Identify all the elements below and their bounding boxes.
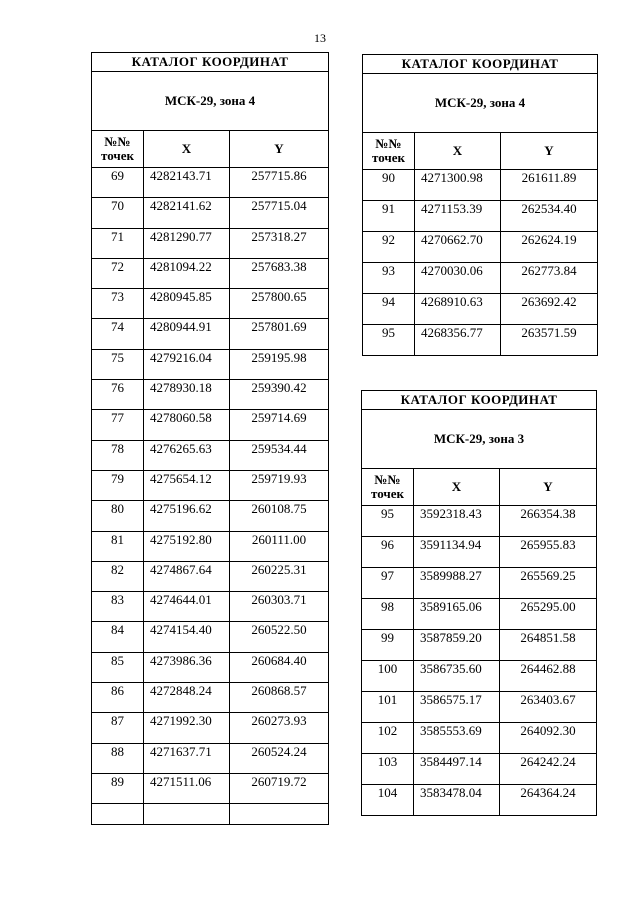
x-coordinate-cell: 4276265.63 — [144, 440, 230, 470]
point-number-cell: 95 — [363, 325, 415, 356]
catalog-title: КАТАЛОГ КООРДИНАТ — [92, 53, 329, 72]
point-number-cell: 84 — [92, 622, 144, 652]
table-row — [362, 785, 597, 816]
x-coordinate-cell: 3586735.60 — [414, 661, 500, 692]
x-coordinate-cell: 4280944.91 — [144, 319, 230, 349]
point-number-cell: 70 — [92, 198, 144, 228]
y-coordinate-cell: 264462.88 — [500, 661, 597, 692]
y-coordinate-cell: 262624.19 — [501, 232, 598, 263]
point-number-cell: 97 — [362, 568, 414, 599]
point-number-cell: 87 — [92, 713, 144, 743]
x-coordinate-cell: 4281094.22 — [144, 258, 230, 288]
column-header-y: Y — [501, 133, 598, 170]
column-header-x: X — [415, 133, 501, 170]
column-header-point-number: №№ точек — [362, 469, 414, 506]
point-number-cell: 94 — [363, 294, 415, 325]
x-coordinate-cell: 4271511.06 — [144, 773, 230, 803]
x-coordinate-cell: 4268910.63 — [415, 294, 501, 325]
y-coordinate-cell: 264092.30 — [500, 723, 597, 754]
coordinate-catalog-table — [91, 52, 329, 825]
x-coordinate-cell: 3592318.43 — [414, 506, 500, 537]
y-coordinate-cell: 262534.40 — [501, 201, 598, 232]
point-number-cell: 85 — [92, 652, 144, 682]
x-coordinate-cell: 4271300.98 — [415, 170, 501, 201]
catalog-subtitle: МСК-29, зона 3 — [362, 410, 597, 469]
table-row — [92, 289, 329, 319]
table-row — [363, 294, 598, 325]
table-row — [92, 773, 329, 803]
table-row — [363, 201, 598, 232]
y-coordinate-cell: 257318.27 — [230, 228, 329, 258]
coordinate-catalog-table — [362, 54, 598, 356]
y-coordinate-cell: 264364.24 — [500, 785, 597, 816]
y-coordinate-cell: 259390.42 — [230, 380, 329, 410]
column-header-y: Y — [230, 131, 329, 168]
y-coordinate-cell: 260111.00 — [230, 531, 329, 561]
y-coordinate-cell: 265569.25 — [500, 568, 597, 599]
point-number-cell: 86 — [92, 683, 144, 713]
x-coordinate-cell: 4270662.70 — [415, 232, 501, 263]
y-coordinate-cell: 261611.89 — [501, 170, 598, 201]
y-coordinate-cell: 260719.72 — [230, 773, 329, 803]
point-number-cell: 99 — [362, 630, 414, 661]
y-coordinate-cell: 257800.65 — [230, 289, 329, 319]
point-number-cell: 82 — [92, 561, 144, 591]
table-row — [92, 319, 329, 349]
column-header-x: X — [414, 469, 500, 506]
point-number-cell: 95 — [362, 506, 414, 537]
point-number-cell: 101 — [362, 692, 414, 723]
x-coordinate-cell: 4281290.77 — [144, 228, 230, 258]
x-coordinate-cell: 4275196.62 — [144, 501, 230, 531]
table-row — [92, 501, 329, 531]
y-coordinate-cell: 263692.42 — [501, 294, 598, 325]
x-coordinate-cell: 4282143.71 — [144, 168, 230, 198]
point-number-cell: 103 — [362, 754, 414, 785]
column-header-y: Y — [500, 469, 597, 506]
table-row — [362, 506, 597, 537]
x-coordinate-cell: 4280945.85 — [144, 289, 230, 319]
table-row — [363, 263, 598, 294]
x-coordinate-cell: 4271992.30 — [144, 713, 230, 743]
table-row — [92, 561, 329, 591]
x-coordinate-cell: 4271637.71 — [144, 743, 230, 773]
table-row — [92, 592, 329, 622]
table-row — [92, 349, 329, 379]
y-coordinate-cell: 260868.57 — [230, 683, 329, 713]
point-number-cell: 104 — [362, 785, 414, 816]
point-number-cell: 88 — [92, 743, 144, 773]
y-coordinate-cell: 257683.38 — [230, 258, 329, 288]
table-row — [362, 661, 597, 692]
y-coordinate-cell: 260684.40 — [230, 652, 329, 682]
point-number-cell: 102 — [362, 723, 414, 754]
table-row — [362, 692, 597, 723]
page-number: 13 — [314, 31, 326, 45]
point-number-cell: 93 — [363, 263, 415, 294]
point-number-cell: 80 — [92, 501, 144, 531]
x-coordinate-cell: 4275192.80 — [144, 531, 230, 561]
point-number-cell: 81 — [92, 531, 144, 561]
catalog-subtitle: МСК-29, зона 4 — [92, 72, 329, 131]
point-number-cell: 90 — [363, 170, 415, 201]
table-row — [362, 537, 597, 568]
column-header-point-number: №№ точек — [363, 133, 415, 170]
empty-row — [92, 804, 329, 825]
x-coordinate-cell: 3585553.69 — [414, 723, 500, 754]
table-row — [92, 622, 329, 652]
table-row — [92, 168, 329, 198]
x-coordinate-cell: 3586575.17 — [414, 692, 500, 723]
x-coordinate-cell: 3584497.14 — [414, 754, 500, 785]
point-number-cell: 100 — [362, 661, 414, 692]
y-coordinate-cell: 260524.24 — [230, 743, 329, 773]
x-coordinate-cell: 4279216.04 — [144, 349, 230, 379]
x-coordinate-cell: 3587859.20 — [414, 630, 500, 661]
point-number-cell: 77 — [92, 410, 144, 440]
x-coordinate-cell: 4272848.24 — [144, 683, 230, 713]
table-row — [92, 380, 329, 410]
coordinate-catalog-table — [361, 390, 597, 816]
y-coordinate-cell: 263571.59 — [501, 325, 598, 356]
y-coordinate-cell: 264242.24 — [500, 754, 597, 785]
table-row — [92, 743, 329, 773]
point-number-cell: 89 — [92, 773, 144, 803]
point-number-cell: 72 — [92, 258, 144, 288]
table-row — [362, 568, 597, 599]
table-row — [362, 599, 597, 630]
column-header-point-number: №№ точек — [92, 131, 144, 168]
x-coordinate-cell: 4278060.58 — [144, 410, 230, 440]
x-coordinate-cell: 4271153.39 — [415, 201, 501, 232]
y-coordinate-cell: 260522.50 — [230, 622, 329, 652]
y-coordinate-cell: 257715.04 — [230, 198, 329, 228]
y-coordinate-cell: 264851.58 — [500, 630, 597, 661]
table-row — [92, 713, 329, 743]
x-coordinate-cell: 3589165.06 — [414, 599, 500, 630]
y-coordinate-cell: 259534.44 — [230, 440, 329, 470]
y-coordinate-cell: 260108.75 — [230, 501, 329, 531]
y-coordinate-cell: 257715.86 — [230, 168, 329, 198]
y-coordinate-cell: 260273.93 — [230, 713, 329, 743]
catalog-title: КАТАЛОГ КООРДИНАТ — [362, 391, 597, 410]
table-row — [92, 198, 329, 228]
table-row — [362, 630, 597, 661]
y-coordinate-cell: 263403.67 — [500, 692, 597, 723]
point-number-cell: 76 — [92, 380, 144, 410]
x-coordinate-cell: 4268356.77 — [415, 325, 501, 356]
column-header-x: X — [144, 131, 230, 168]
point-number-cell: 74 — [92, 319, 144, 349]
table-row — [92, 228, 329, 258]
point-number-cell: 75 — [92, 349, 144, 379]
y-coordinate-cell: 266354.38 — [500, 506, 597, 537]
y-coordinate-cell: 259714.69 — [230, 410, 329, 440]
x-coordinate-cell: 4274867.64 — [144, 561, 230, 591]
table-row — [362, 754, 597, 785]
y-coordinate-cell: 262773.84 — [501, 263, 598, 294]
y-coordinate-cell: 265955.83 — [500, 537, 597, 568]
x-coordinate-cell: 3591134.94 — [414, 537, 500, 568]
table-row — [92, 652, 329, 682]
table-row — [92, 683, 329, 713]
x-coordinate-cell: 4278930.18 — [144, 380, 230, 410]
table-row — [363, 325, 598, 356]
x-coordinate-cell: 4273986.36 — [144, 652, 230, 682]
table-row — [92, 258, 329, 288]
catalog-title: КАТАЛОГ КООРДИНАТ — [363, 55, 598, 74]
y-coordinate-cell: 257801.69 — [230, 319, 329, 349]
x-coordinate-cell: 4274154.40 — [144, 622, 230, 652]
table-row — [92, 440, 329, 470]
x-coordinate-cell: 4282141.62 — [144, 198, 230, 228]
point-number-cell: 69 — [92, 168, 144, 198]
y-coordinate-cell: 259195.98 — [230, 349, 329, 379]
x-coordinate-cell: 4270030.06 — [415, 263, 501, 294]
x-coordinate-cell: 4275654.12 — [144, 470, 230, 500]
point-number-cell: 83 — [92, 592, 144, 622]
table-row — [363, 232, 598, 263]
table-row — [363, 170, 598, 201]
table-row — [362, 723, 597, 754]
point-number-cell: 73 — [92, 289, 144, 319]
point-number-cell: 98 — [362, 599, 414, 630]
y-coordinate-cell: 260225.31 — [230, 561, 329, 591]
point-number-cell: 71 — [92, 228, 144, 258]
y-coordinate-cell: 265295.00 — [500, 599, 597, 630]
point-number-cell: 92 — [363, 232, 415, 263]
table-row — [92, 531, 329, 561]
point-number-cell: 78 — [92, 440, 144, 470]
x-coordinate-cell: 3589988.27 — [414, 568, 500, 599]
y-coordinate-cell: 259719.93 — [230, 470, 329, 500]
x-coordinate-cell: 3583478.04 — [414, 785, 500, 816]
table-row — [92, 410, 329, 440]
table-row — [92, 470, 329, 500]
x-coordinate-cell: 4274644.01 — [144, 592, 230, 622]
point-number-cell: 79 — [92, 470, 144, 500]
point-number-cell: 96 — [362, 537, 414, 568]
catalog-subtitle: МСК-29, зона 4 — [363, 74, 598, 133]
y-coordinate-cell: 260303.71 — [230, 592, 329, 622]
point-number-cell: 91 — [363, 201, 415, 232]
